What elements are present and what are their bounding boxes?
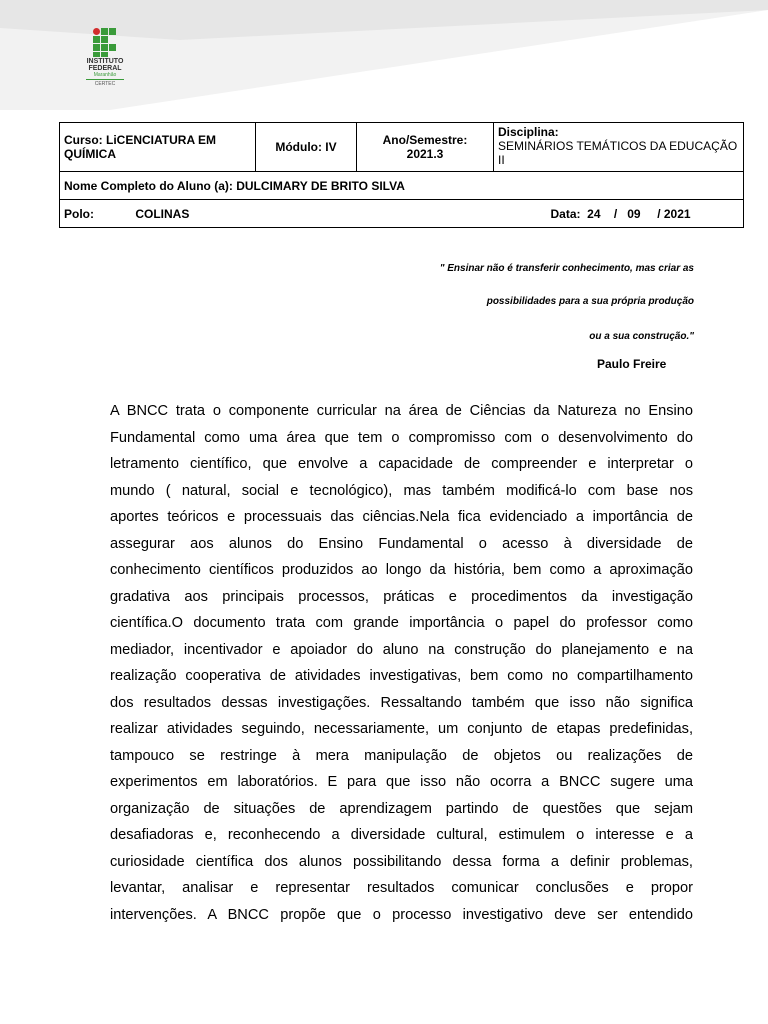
body-line: gradativa aos principais processos, práticas e procedimentos da investigação [110,588,693,605]
body-line: curiosidade científica dos alunos possibilitando dessa forma a definir problemas, [110,853,693,870]
year-semester-cell: Ano/Semestre: 2021.3 [357,123,494,172]
quote-line-3: ou a sua construção." [589,331,694,342]
date-value: Data: 24 / 09 / 2021 [550,206,691,221]
body-line: desafiadoras e, reconhecendo a diversidade cultural, estimulem o interesse e a [110,827,693,843]
course-cell: Curso: LiCENCIATURA EM QUÍMICA [60,123,256,172]
logo-campus: CERTEC [94,81,116,87]
quote-line-2: possibilidades para a sua própria produção [486,296,694,307]
body-line: realização cooperativa de atividades investigativas, bem como no compartilhamento [110,668,693,684]
body-line: aportes teóricos e processuais das ciências.Nela fica evidenciado a importância de [110,509,693,525]
body-line: tampouco se restringe à mera manipulação de objetos ou realizações de [110,747,693,764]
module-cell: Módulo: IV [256,123,357,172]
body-line: mediador, incentivador e apoiador do aluno na construção do planejamento e na [110,641,693,658]
body-line: organização de situações de aprendizagem partindo de questões que sejam [110,800,693,817]
body-line: assegurar aos alunos do Ensino Fundamental o acesso à diversidade de [110,535,693,552]
logo-name: INSTITUTO FEDERAL [86,58,124,72]
body-line: letramento científico, que envolve a capacidade de compreender e interpretar o [110,456,693,472]
discipline-cell: Disciplina: SEMINÁRIOS TEMÁTICOS DA EDUCAÇÃO II [494,123,744,172]
logo-state: Maranhão [93,72,117,78]
campus-date-cell [60,200,744,228]
body-line: intervenções. A BNCC propõe que o processo investigativo deve ser entendido [110,906,693,923]
body-line: mundo ( natural, social e tecnológico), mas também modificá-lo com base nos [110,482,693,499]
institution-logo [80,28,130,87]
logo-grid-icon [93,28,117,58]
body-line: Fundamental como uma área que tem o compromisso com o desenvolvimento do [110,429,693,446]
body-line: científica.O documento trata com grande importância o papel do professor como [110,615,693,631]
quote-author: Paulo Freire [597,357,667,371]
body-line: A BNCC trata o componente curricular na área de Ciências da Natureza no Ensino [110,403,693,419]
polo-value: COLINAS [135,206,190,221]
body-line: levantar, analisar e representar resultados comunicar conclusões e propor [110,880,693,896]
quote-line-1: " Ensinar não é transferir conhecimento, mas criar as [439,263,694,274]
body-line: experimentos em laboratórios. E para que isso não ocorra a BNCC sugere uma [110,774,693,790]
polo-label: Polo: [64,206,94,221]
body-line: conhecimento científicos produzidos ao longo da história, bem como a aproximação [110,562,693,578]
student-info-table [59,122,744,228]
student-name-cell: Nome Completo do Aluno (a): DULCIMARY DE BRITO SILVA [60,172,744,200]
body-line: realizar atividades seguindo, necessariamente, um conjunto de etapas predefinidas, [110,721,693,737]
body-paragraph [110,398,693,928]
body-line: dos resultados dessas investigações. Ressaltando também que isso não significa [110,694,693,711]
